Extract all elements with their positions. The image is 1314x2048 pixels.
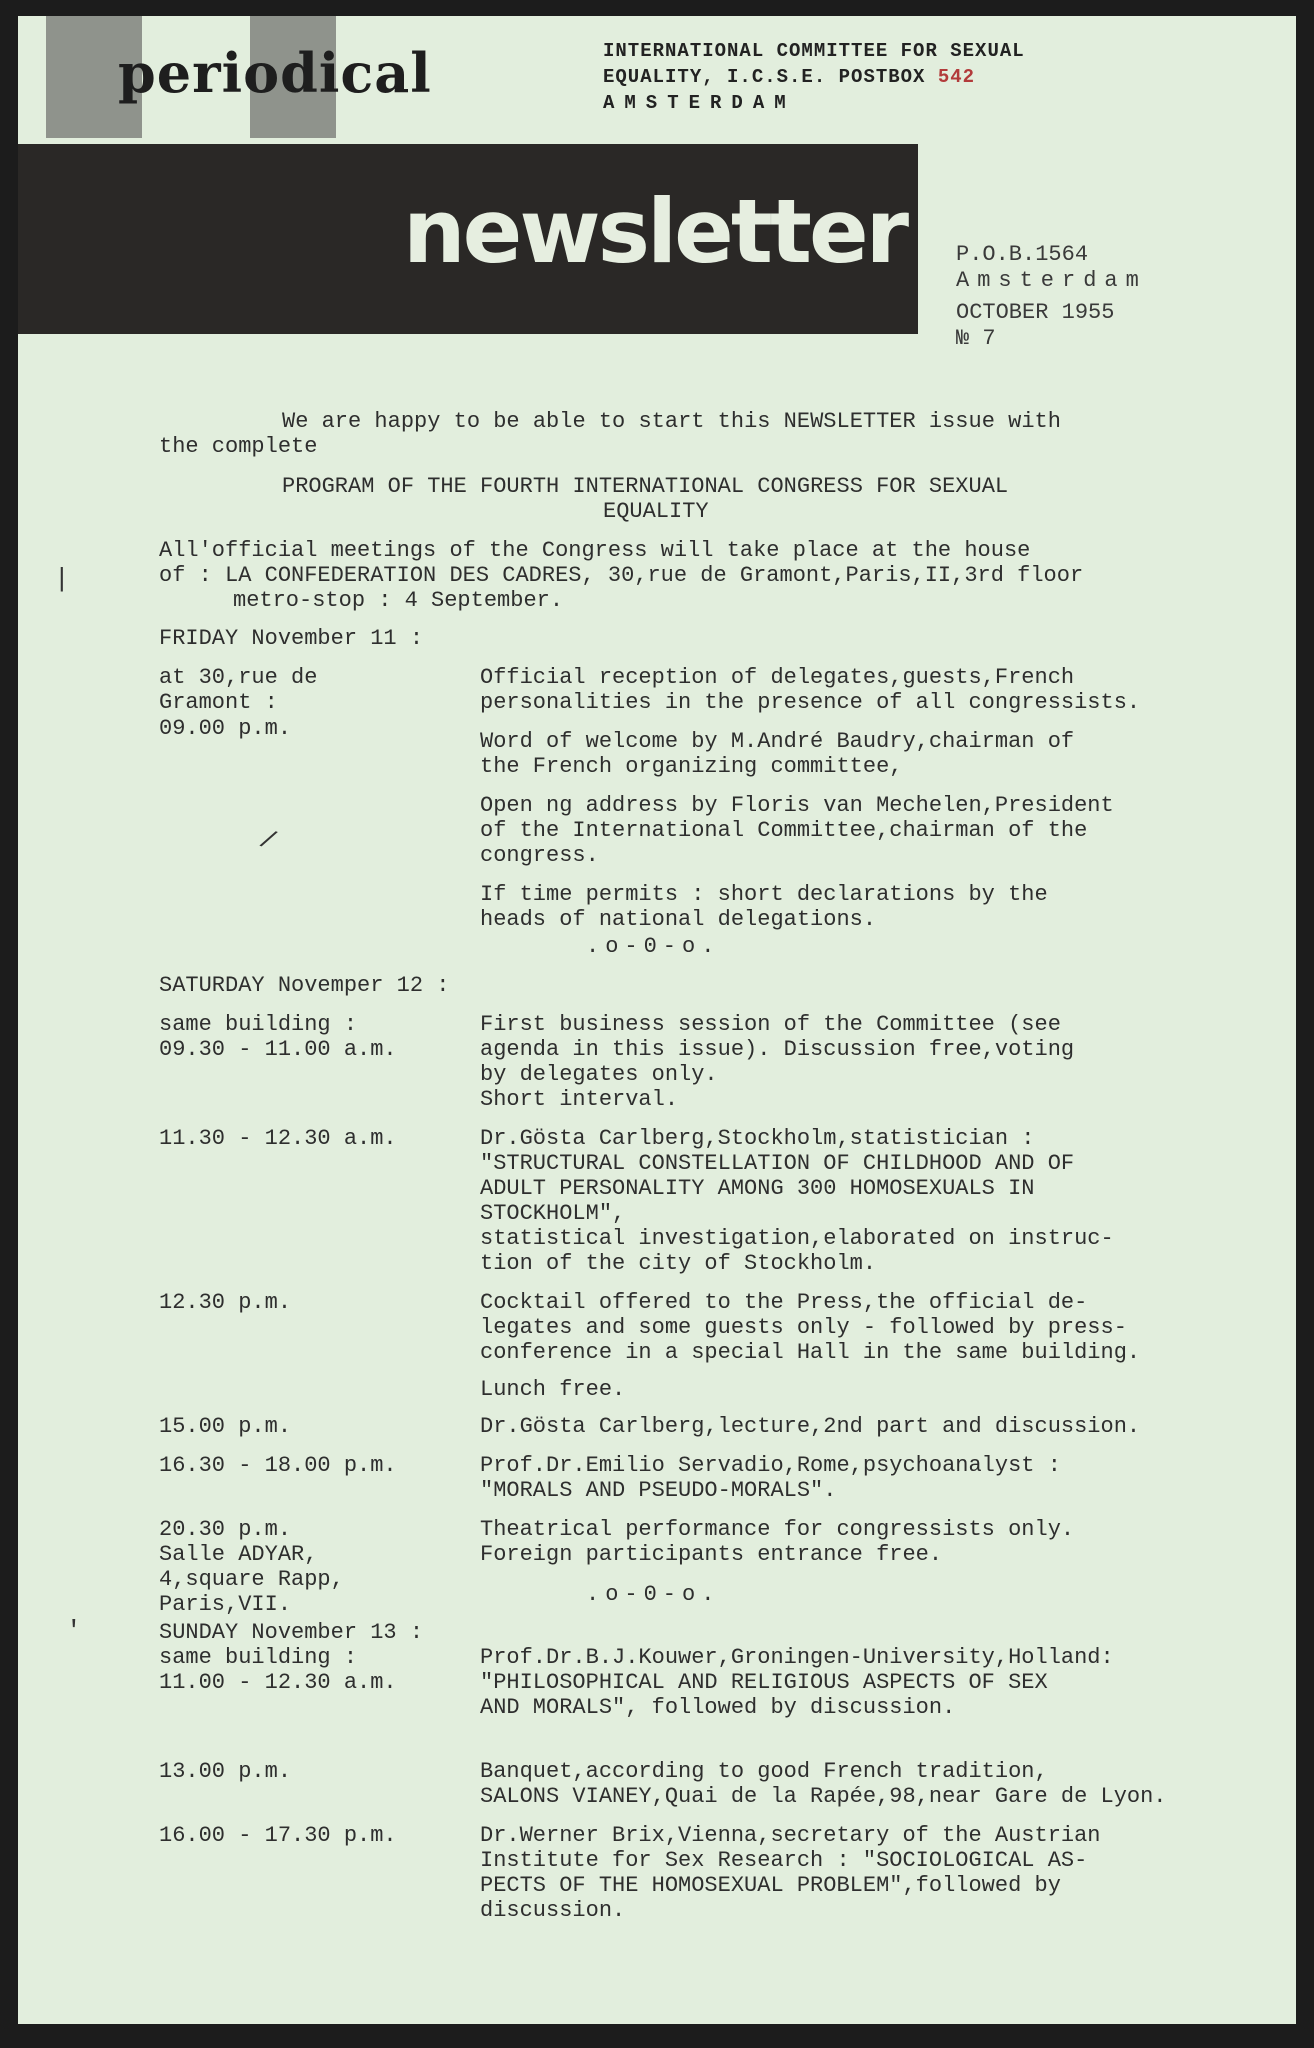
margin-mark: /	[255, 824, 281, 858]
schedule-place: Gramont :	[159, 690, 278, 715]
schedule-time: 16.00 - 17.30 p.m.	[159, 1823, 397, 1848]
schedule-entry: Dr.Werner Brix,Vienna,secretary of the Austrian	[480, 1823, 1101, 1848]
schedule-entry: Institute for Sex Research : "SOCIOLOGICAL AS-	[480, 1848, 1088, 1873]
schedule-time: 09.30 - 11.00 a.m.	[159, 1037, 397, 1062]
schedule-entry: Foreign participants entrance free.	[480, 1542, 943, 1567]
day-heading: SUNDAY November 13 :	[159, 1620, 424, 1645]
meeting-info: All'official meetings of the Congress will take place at the house	[159, 538, 1031, 563]
program-title: PROGRAM OF THE FOURTH INTERNATIONAL CONGRESS FOR SEXUAL	[282, 474, 1009, 499]
schedule-entry: statistical investigation,elaborated on instruc-	[480, 1226, 1114, 1251]
org-line-1: INTERNATIONAL COMMITTEE FOR SEXUAL	[603, 40, 1025, 62]
schedule-place: Salle ADYAR,	[159, 1542, 318, 1567]
schedule-time: 15.00 p.m.	[159, 1414, 292, 1439]
issue-number: № 7	[956, 326, 996, 351]
organization-header	[603, 38, 1025, 116]
issue-date: OCTOBER 1955	[956, 300, 1115, 325]
schedule-entry: ADULT PERSONALITY AMONG 300 HOMOSEXUALS IN	[480, 1176, 1035, 1201]
schedule-entry: Prof.Dr.B.J.Kouwer,Groningen-University,Holland:	[480, 1645, 1114, 1670]
schedule-place: Paris,VII.	[159, 1592, 292, 1617]
schedule-entry: Open ng address by Floris van Mechelen,President	[480, 793, 1114, 818]
schedule-entry: Short interval.	[480, 1087, 679, 1112]
day-heading: FRIDAY November 11 :	[159, 626, 424, 651]
pob: P.O.B.1564	[956, 242, 1089, 267]
section-separator: .o-0-o.	[586, 934, 721, 959]
schedule-entry: If time permits : short declarations by the	[480, 882, 1048, 907]
schedule-entry: Dr.Gösta Carlberg,lecture,2nd part and discussion.	[480, 1414, 1141, 1439]
schedule-time: 12.30 p.m.	[159, 1290, 292, 1315]
issue-city: Amsterdam	[956, 268, 1147, 293]
schedule-entry: Word of welcome by M.André Baudry,chairman of	[480, 729, 1075, 754]
schedule-entry: STOCKHOLM",	[480, 1201, 626, 1226]
schedule-entry: by delegates only.	[480, 1062, 718, 1087]
schedule-time: 11.00 - 12.30 a.m.	[159, 1670, 397, 1695]
meeting-info: metro-stop : 4 September.	[233, 588, 564, 613]
schedule-entry: Lunch free.	[480, 1377, 626, 1402]
issue-info	[956, 242, 1147, 352]
schedule-entry: Cocktail offered to the Press,the official de-	[480, 1290, 1088, 1315]
schedule-entry: of the International Committee,chairman of the	[480, 818, 1088, 843]
schedule-entry: "MORALS AND PSEUDO-MORALS".	[480, 1478, 837, 1503]
schedule-entry: discussion.	[480, 1898, 626, 1923]
schedule-entry: agenda in this issue). Discussion free,voting	[480, 1037, 1075, 1062]
margin-mark: |	[54, 564, 70, 594]
schedule-time: 09.00 p.m.	[159, 716, 292, 741]
schedule-entry: Theatrical performance for congressists only.	[480, 1517, 1075, 1542]
schedule-entry: personalities in the presence of all congressists.	[480, 690, 1141, 715]
schedule-place: same building :	[159, 1012, 358, 1037]
schedule-entry: "PHILOSOPHICAL AND RELIGIOUS ASPECTS OF SEX	[480, 1670, 1048, 1695]
schedule-entry: tion of the city of Stockholm.	[480, 1251, 877, 1276]
section-separator: .o-0-o.	[586, 1582, 721, 1607]
newsletter-title: newsletter	[403, 180, 907, 283]
schedule-time: 11.30 - 12.30 a.m.	[159, 1126, 397, 1151]
schedule-time: 13.00 p.m.	[159, 1759, 292, 1784]
schedule-place: same building :	[159, 1645, 358, 1670]
postbox-number: 542	[937, 66, 976, 88]
program-title: EQUALITY	[603, 499, 709, 524]
schedule-entry: conference in a special Hall in the same building.	[480, 1340, 1141, 1365]
schedule-entry: legates and some guests only - followed by press-	[480, 1315, 1127, 1340]
schedule-entry: congress.	[480, 843, 599, 868]
brand-logo: periodical	[118, 41, 432, 105]
schedule-entry: First business session of the Committee (see	[480, 1012, 1061, 1037]
meeting-info: of : LA CONFEDERATION DES CADRES, 30,rue de Gramont,Paris,II,3rd floor	[159, 563, 1084, 588]
schedule-entry: SALONS VIANEY,Quai de la Rapée,98,near Gare de Lyon.	[480, 1784, 1167, 1809]
schedule-entry: AND MORALS", followed by discussion.	[480, 1695, 956, 1720]
schedule-entry: Prof.Dr.Emilio Servadio,Rome,psychoanalyst :	[480, 1453, 1061, 1478]
org-line-2: EQUALITY, I.C.S.E. POSTBOX 542	[603, 66, 976, 88]
intro-line: We are happy to be able to start this NEWSLETTER issue with	[282, 409, 1061, 434]
schedule-entry: Dr.Gösta Carlberg,Stockholm,statistician :	[480, 1126, 1035, 1151]
schedule-time: 16.30 - 18.00 p.m.	[159, 1453, 397, 1478]
schedule-entry: "STRUCTURAL CONSTELLATION OF CHILDHOOD AND OF	[480, 1151, 1075, 1176]
schedule-place: at 30,rue de	[159, 665, 318, 690]
schedule-entry: the French organizing committee,	[480, 754, 903, 779]
intro-line: the complete	[159, 434, 318, 459]
org-line-3: AMSTERDAM	[603, 92, 796, 114]
day-heading: SATURDAY Novemper 12 :	[159, 973, 450, 998]
schedule-entry: heads of national delegations.	[480, 907, 877, 932]
margin-mark: '	[66, 1616, 82, 1646]
schedule-entry: Official reception of delegates,guests,French	[480, 665, 1075, 690]
schedule-place: 4,square Rapp,	[159, 1567, 344, 1592]
newsletter-page	[18, 16, 1296, 2024]
schedule-entry: PECTS OF THE HOMOSEXUAL PROBLEM",followed by	[480, 1873, 1061, 1898]
schedule-time: 20.30 p.m.	[159, 1517, 292, 1542]
schedule-entry: Banquet,according to good French tradition,	[480, 1759, 1048, 1784]
